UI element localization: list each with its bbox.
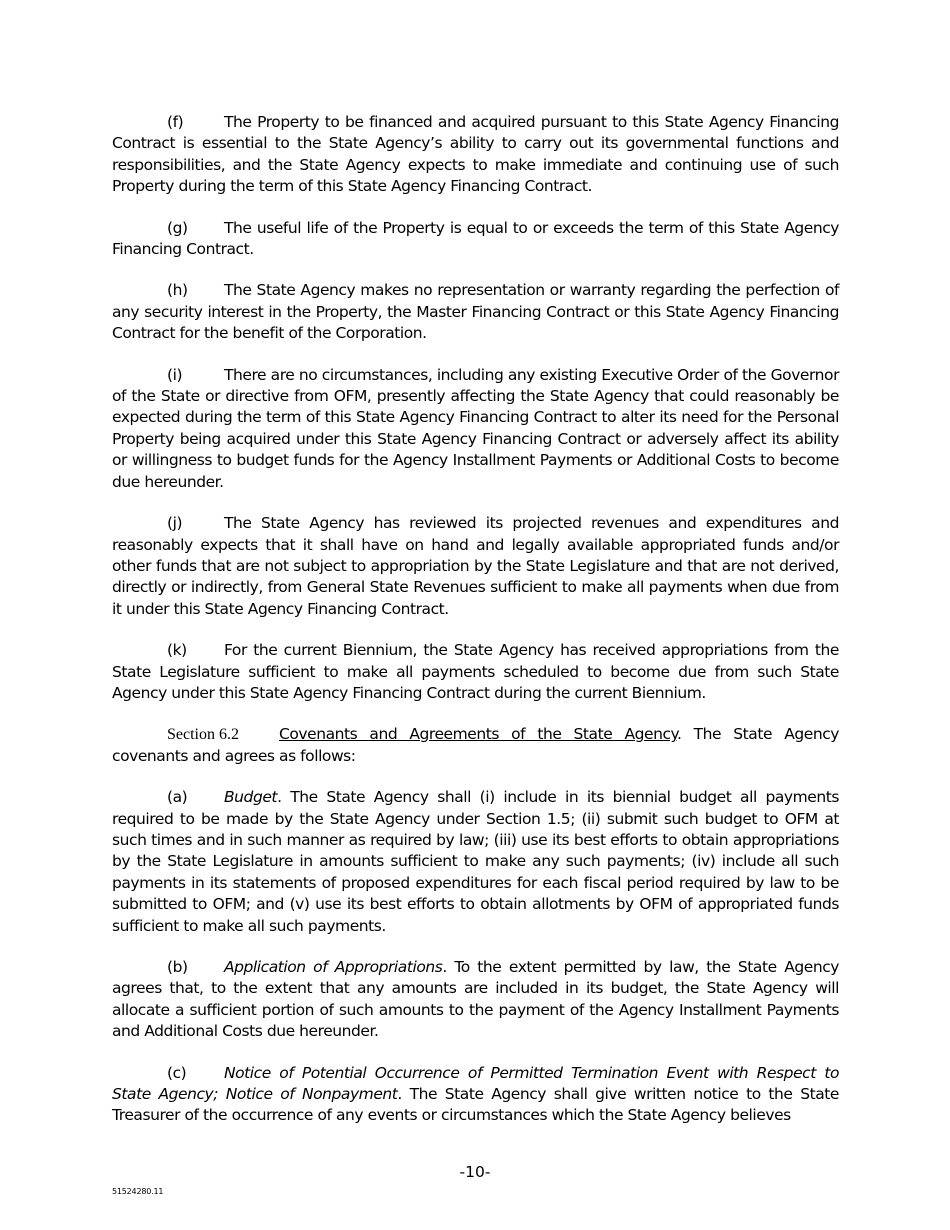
paragraph-label: (f) (167, 113, 184, 131)
section-text: . The State Agency covenants and agrees as follows: (112, 725, 839, 765)
covenant-c (112, 1063, 839, 1127)
section-label: Section 6.2 (167, 726, 239, 744)
covenant-a (112, 787, 839, 937)
paragraph-label: (j) (167, 514, 183, 533)
covenant-title: Application of Appropriations (224, 958, 443, 976)
covenant-text: . The State Agency shall give written notice to the State Treasurer of the occurrence of any events or circumstances which the State Agency believes (112, 1085, 839, 1125)
section-heading: Covenants and Agreements of the State Agency (279, 725, 678, 744)
document-id: 51524280.11 (112, 1187, 164, 1196)
covenant-b (112, 957, 839, 1043)
covenant-text: . To the extent permitted by law, the State Agency agrees that, to the extent that any amounts are included in its budget, the State Agency will allocate a sufficient portion of such amounts to the payment of the Agency Installment Payments and Additional Costs due hereunder. (112, 958, 839, 1041)
covenant-label: (b) (167, 958, 188, 976)
paragraph-text: The State Agency has reviewed its projected revenues and expenditures and reasonably expects that it shall have on hand and legally available appropriated funds and/or other funds that are not subject to appropriation by the State Legislature and that are not derived, directly or indirectly, from General State Revenues sufficient to make all payments when due from it under this State Agency Financing Contract. (112, 514, 839, 618)
paragraph-h (112, 280, 839, 344)
document-body (112, 112, 839, 1147)
paragraph-text: For the current Biennium, the State Agency has received appropriations from the State Legislature sufficient to make all payments scheduled to become due from such State Agency under this State Agency Financing Contract during the current Biennium. (112, 641, 839, 702)
paragraph-label: (k) (167, 641, 187, 660)
paragraph-f (112, 112, 839, 198)
paragraph-text: The useful life of the Property is equal to or exceeds the term of this State Agency Financing Contract. (112, 218, 839, 259)
covenant-label: (c) (167, 1063, 187, 1082)
section-6-2 (112, 724, 839, 767)
covenant-text: . The State Agency shall (i) include in its biennial budget all payments required to be made by the State Agency under Section 1.5; (ii) submit such budget to OFM at such times and in such manner as required by law; (iii) use its best efforts to obtain appropriations by the State Legislature in amounts sufficient to make any such payments; (iv) include all such payments in its statements of proposed expenditures for each fiscal period required by law to be submitted to OFM; and (v) use its best efforts to obtain allotments by OFM of appropriated funds sufficient to make all such payments. (112, 788, 839, 935)
paragraph-label: (i) (167, 365, 183, 384)
covenant-title: Budget (224, 788, 278, 807)
paragraph-label: (h) (167, 281, 188, 300)
page-number: -10- (459, 1163, 491, 1181)
paragraph-g (112, 218, 839, 261)
paragraph-j (112, 513, 839, 620)
paragraph-k (112, 640, 839, 704)
paragraph-text: The State Agency makes no representation or warranty regarding the perfection of any security interest in the Property, the Master Financing Contract or this State Agency Financing Contract for the benefit of the Corporation. (112, 281, 839, 343)
paragraph-label: (g) (167, 218, 188, 237)
paragraph-i (112, 365, 839, 493)
paragraph-text: There are no circumstances, including any existing Executive Order of the Governor of the State or directive from OFM, presently affecting the State Agency that could reasonably be expected during the term of this State Agency Financing Contract to alter its need for the Personal Property being acquired under this State Agency Financing Contract or adversely affect its ability or willingness to budget funds for the Agency Installment Payments or Additional Costs to become due hereunder. (112, 365, 839, 491)
paragraph-text: The Property to be financed and acquired pursuant to this State Agency Financing Contract is essential to the State Agency’s ability to carry out its governmental functions and responsibilities, and the State Agency expects to make immediate and continuing use of such Property during the term of this State Agency Financing Contract. (112, 113, 839, 196)
covenant-title: Notice of Potential Occurrence of Permitted Termination Event with Respect to State Agency; Notice of Nonpayment (112, 1063, 839, 1104)
covenant-label: (a) (167, 788, 188, 807)
